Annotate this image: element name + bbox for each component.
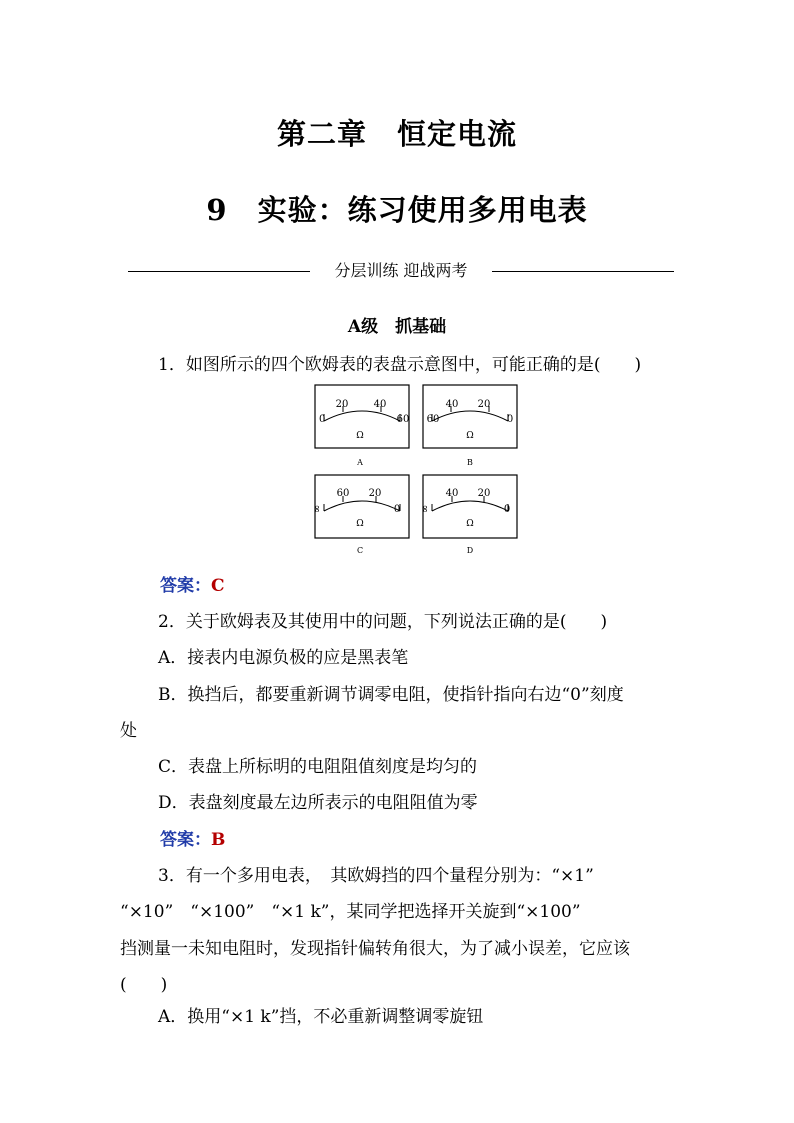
question-1-stem: 1．如图所示的四个欧姆表的表盘示意图中，可能正确的是( ) xyxy=(158,355,642,375)
chapter-title: 第二章 恒定电流 xyxy=(276,117,517,151)
meter-d-unit: Ω xyxy=(466,519,474,529)
meter-a-unit: Ω xyxy=(356,431,364,441)
meter-d xyxy=(420,475,517,553)
meter-b-tick-1: 40 xyxy=(445,399,459,410)
answer-2-label: 答案： xyxy=(160,830,211,850)
question-2-option-a: A．接表内电源负极的应是黑表笔 xyxy=(158,648,409,668)
question-3-line-1: 3．有一个多用电表， 其欧姆挡的四个量程分别为：“×1” xyxy=(158,866,594,886)
meter-d-right-label: 0 xyxy=(503,504,511,515)
question-2-option-c: C．表盘上所标明的电阻阻值刻度是均匀的 xyxy=(158,757,478,777)
question-3-line-2: “×10” “×100” “×1 k”，某同学把选择开关旋到“×100” xyxy=(120,902,581,922)
meter-b-caption: B xyxy=(467,458,473,467)
meter-d-caption: D xyxy=(466,546,474,553)
meter-d-tick-1: 40 xyxy=(445,488,459,499)
meter-d-left-label: ∞ xyxy=(420,504,431,514)
banner-rule-right xyxy=(492,271,674,272)
meter-a-left-label: 0 xyxy=(319,414,326,425)
meter-c xyxy=(312,475,409,553)
level-heading: A级 抓基础 xyxy=(347,317,447,337)
meter-a-right-label: 60 xyxy=(396,414,410,425)
meter-c-caption: C xyxy=(356,546,364,553)
answer-2 xyxy=(160,825,225,850)
meter-b xyxy=(423,385,517,467)
section-banner xyxy=(128,258,674,284)
meter-b-left-label: 60 xyxy=(426,414,440,425)
question-3-line-3: 挡测量一未知电阻时，发现指针偏转角很大，为了减小误差，它应该 xyxy=(120,939,630,959)
meter-b-tick-2: 20 xyxy=(477,399,491,410)
question-2-option-b-line-1: B．换挡后，都要重新调节调零电阻，使指针指向右边“0”刻度 xyxy=(158,685,624,705)
meter-c-left-label: ∞ xyxy=(312,504,323,514)
answer-1-value: C xyxy=(211,576,225,596)
meter-c-right-label: 0 xyxy=(393,504,401,515)
question-2-option-b-line-2: 处 xyxy=(120,721,137,741)
meter-d-tick-2: 20 xyxy=(477,488,491,499)
meter-b-right-label: 0 xyxy=(506,414,514,425)
question-2-stem: 2．关于欧姆表及其使用中的问题，下列说法正确的是( ) xyxy=(158,612,608,632)
meter-c-unit: Ω xyxy=(356,519,364,529)
answer-1-label: 答案： xyxy=(160,576,211,596)
question-3-option-a: A．换用“×1 k”挡，不必重新调整调零旋钮 xyxy=(158,1007,484,1027)
meter-a xyxy=(315,385,409,467)
banner-text: 分层训练 迎战两考 xyxy=(334,261,468,280)
meter-b-unit: Ω xyxy=(466,431,474,441)
meter-a-tick-1: 20 xyxy=(335,399,349,410)
answer-1 xyxy=(160,571,225,596)
meter-c-tick-1: 60 xyxy=(336,488,350,499)
meter-a-tick-2: 40 xyxy=(373,399,387,410)
meter-a-caption: A xyxy=(357,458,363,467)
ohmmeter-figure xyxy=(312,383,522,553)
question-3-line-4: ( ) xyxy=(120,975,168,995)
question-2-option-d: D．表盘刻度最左边所表示的电阻阻值为零 xyxy=(158,793,478,813)
meter-c-tick-2: 20 xyxy=(368,488,382,499)
lesson-title: 9 实验：练习使用多用电表 xyxy=(206,193,588,227)
answer-2-value: B xyxy=(211,830,226,850)
